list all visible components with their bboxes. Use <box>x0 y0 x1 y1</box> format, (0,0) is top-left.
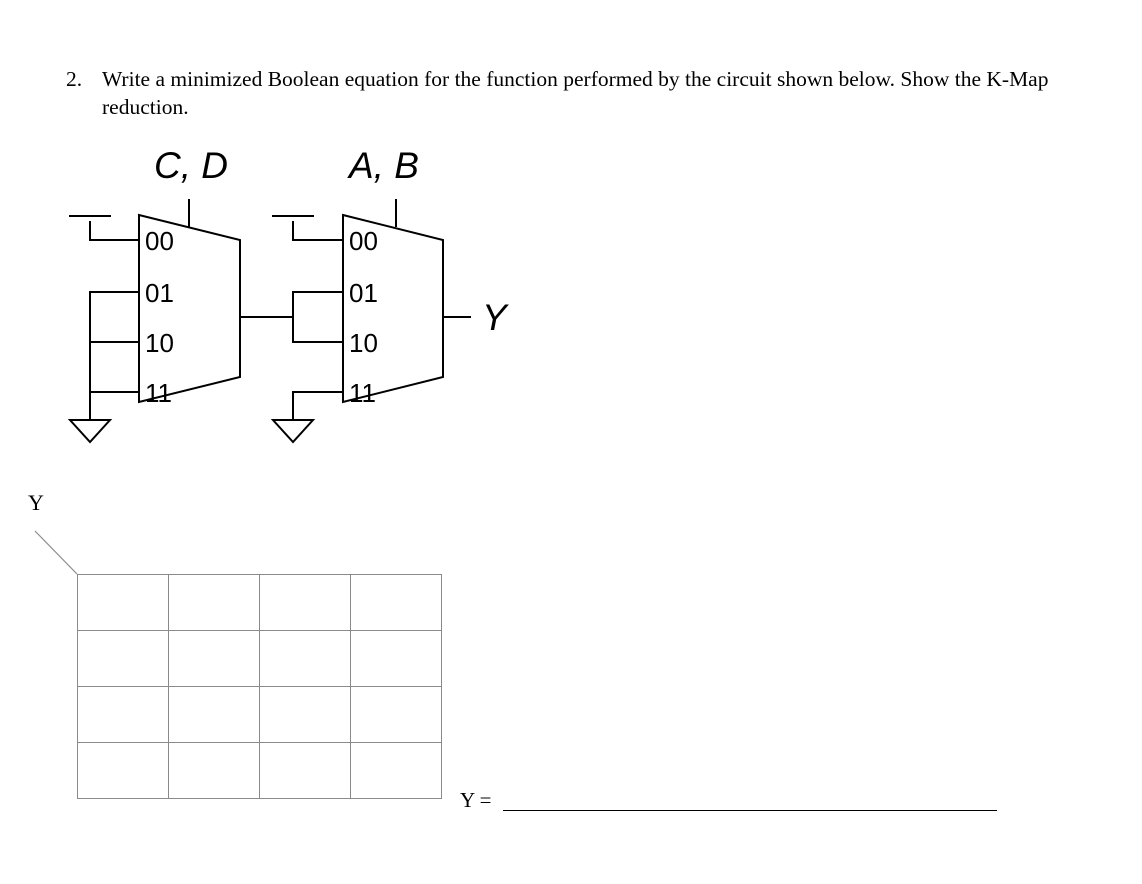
kmap-cell[interactable] <box>78 687 169 743</box>
mux2-input-00: 00 <box>349 226 378 256</box>
kmap-cell[interactable] <box>260 575 351 631</box>
kmap-row <box>78 575 442 631</box>
kmap-cell[interactable] <box>169 631 260 687</box>
kmap-cell[interactable] <box>169 575 260 631</box>
mux1-input-10: 10 <box>145 328 174 358</box>
kmap-cell[interactable] <box>78 575 169 631</box>
mux2-select-label: A, B <box>349 145 419 186</box>
kmap-row <box>78 743 442 799</box>
kmap-cell[interactable] <box>260 631 351 687</box>
kmap-cell[interactable] <box>78 743 169 799</box>
kmap-cell[interactable] <box>260 743 351 799</box>
kmap-cell[interactable] <box>169 743 260 799</box>
kmap-cell[interactable] <box>351 631 442 687</box>
kmap-row <box>78 631 442 687</box>
mux2-input-11: 11 <box>349 378 376 408</box>
question-number: 2. <box>66 67 83 91</box>
kmap-cell[interactable] <box>351 575 442 631</box>
mux2-ground-symbol <box>273 420 313 442</box>
kmap-cell[interactable] <box>351 687 442 743</box>
kmap-cell[interactable] <box>260 687 351 743</box>
answer-label: Y = <box>460 788 492 812</box>
mux1-input-00: 00 <box>145 226 174 256</box>
question-text: Write a minimized Boolean equation for the function performed by the circuit shown below. Show the K-Map reduction. <box>102 67 1049 119</box>
kmap-grid <box>77 574 442 799</box>
kmap-label: Y <box>28 490 44 515</box>
mux2-input-10: 10 <box>349 328 378 358</box>
mux1-ground-symbol <box>70 420 110 442</box>
output-label: Y <box>482 297 507 338</box>
kmap-cell[interactable] <box>169 687 260 743</box>
answer-blank-line[interactable] <box>503 810 997 811</box>
kmap-cell[interactable] <box>78 631 169 687</box>
mux1-input-11: 11 <box>145 378 172 408</box>
mux1-input-01: 01 <box>145 278 174 308</box>
kmap-row <box>78 687 442 743</box>
kmap-cell[interactable] <box>351 743 442 799</box>
mux1-select-label: C, D <box>154 145 228 186</box>
mux2-input-01: 01 <box>349 278 378 308</box>
